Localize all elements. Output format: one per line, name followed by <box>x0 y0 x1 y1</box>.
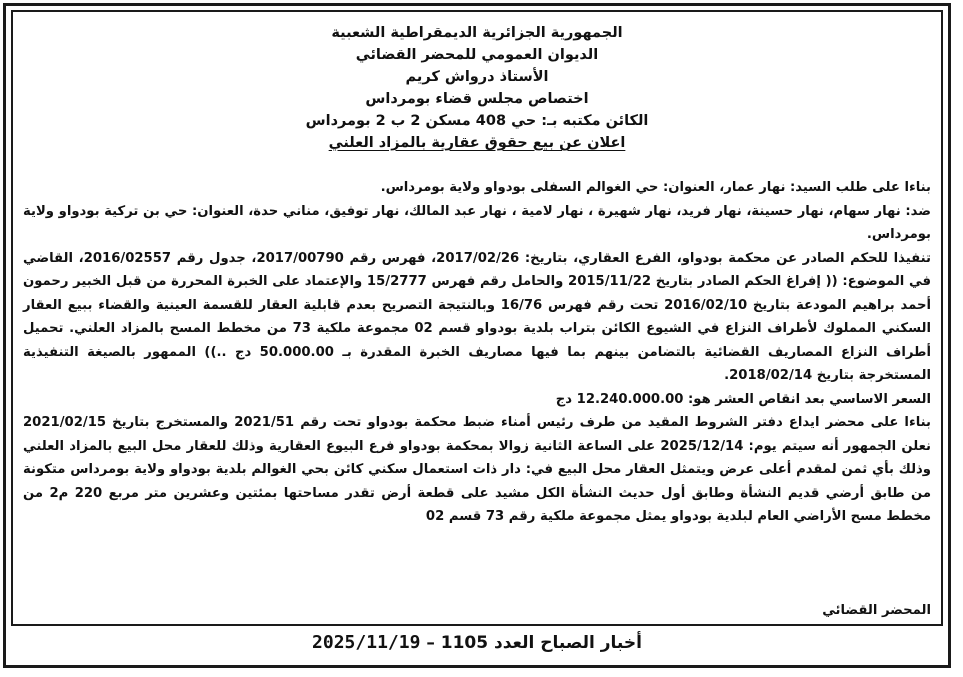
sale-details-paragraph: بناءا على محضر ايداع دفتر الشروط المقيد من طرف رئيس أمناء ضبط محكمة بودواو تحت رقم 2021/51 والمستخرج بتاريخ 2021/02/15 نعلن الجمهور أنه سيتم يوم: 2025/12/14 على الساعة الثانية زوالا بمحكمة بودواو فرع البيوع العقارية وذلك للعقار محل البيع بالمزاد العلني وذلك بأي ثمن لمقدم أعلى عرض ويتمثل العقار محل البيع في: دار ذات استعمال سكني كائن بحي الغوالم بلدية بودواو ولاية بومرداس متكونة من طابق أرضي قديم النشأة وطابق أول حديث النشأة الكل مشيد على قطعة أرض تقدر مساحتها بمئتين وعشرين متر مربع 220 م2 من مخطط مسح الأراضي العام لبلدية بودواو يمثل مجموعة ملكية رقم 73 قسم 02 <box>23 415 931 524</box>
bailiff-signature: المحضر القضائي <box>822 603 931 618</box>
office-title: الديوان العمومي للمحضر القضائي <box>355 47 599 63</box>
newspaper-footer <box>6 625 948 665</box>
requester-paragraph: بناءا على طلب السيد: نهار عمار، العنوان: حي الغوالم السفلى بودواو ولاية بومرداس. <box>380 180 931 195</box>
newspaper-issue: أخبار الصباح العدد 1105 – <box>426 633 642 653</box>
publication-date: 2025/11/19 <box>312 632 421 653</box>
notice-box <box>11 10 943 626</box>
notice-body <box>13 166 941 529</box>
judgment-paragraph: تنفيذا للحكم الصادر عن محكمة بودواو، الفرع العقاري، بتاريخ: 2017/02/26، فهرس رقم 2017/00790، جدول رقم 2016/02557، القاضي في الموضوع: (( إفراغ الحكم الصادر بتاريخ 2015/11/22 والحامل رقم فهرس 15/2777 والإعتماد على الخبرة المحررة من قبل الخبير رحمون أحمد براهيم المودعة بتاريخ 2016/02/10 تحت رقم فهرس 16/76 وبالنتيجة التصريح بعدم قابلية العقار للقسمة العينية والقضاء ببيع العقار السكني المملوك لأطراف النزاع في الشيوع الكائن بتراب بلدية بودواو قسم 02 مجموعة ملكية 73 من مخطط المسح بالمزاد العلني. تحميل أطراف النزاع المصاريف القضائية بالتضامن بينهم بما فيها مصاريف الخبرة المقدرة بـ 50.000.00 دج ..)) الممهور بالصيغة التنفيذية المستخرجة بتاريخ 2018/02/14. <box>23 250 932 383</box>
defendants-paragraph: ضد: نهار سهام، نهار حسينة، نهار فريد، نهار شهيرة ، نهار لامية ، نهار عبد المالك، نهار توفيق، مناني حدة، العنوان: حي بن تركية بودواو ولاية بومرداس. <box>23 203 931 242</box>
base-price: السعر الاساسي بعد انقاص العشر هو: 12.240.000.00 دج <box>555 391 931 407</box>
notice-header <box>13 12 941 154</box>
jurisdiction: اختصاص مجلس قضاء بومرداس <box>365 91 589 107</box>
notice-frame <box>3 3 951 668</box>
republic-title: الجمهورية الجزائرية الديمقراطية الشعبية <box>331 25 623 41</box>
office-address: الكائن مكتبه بـ: حي 408 مسكن 2 ب 2 بومرداس <box>305 113 649 129</box>
notice-title: اعلان عن بيع حقوق عقارية بالمزاد العلني <box>328 135 626 151</box>
bailiff-name: الأستاذ درواش كريم <box>405 69 549 85</box>
